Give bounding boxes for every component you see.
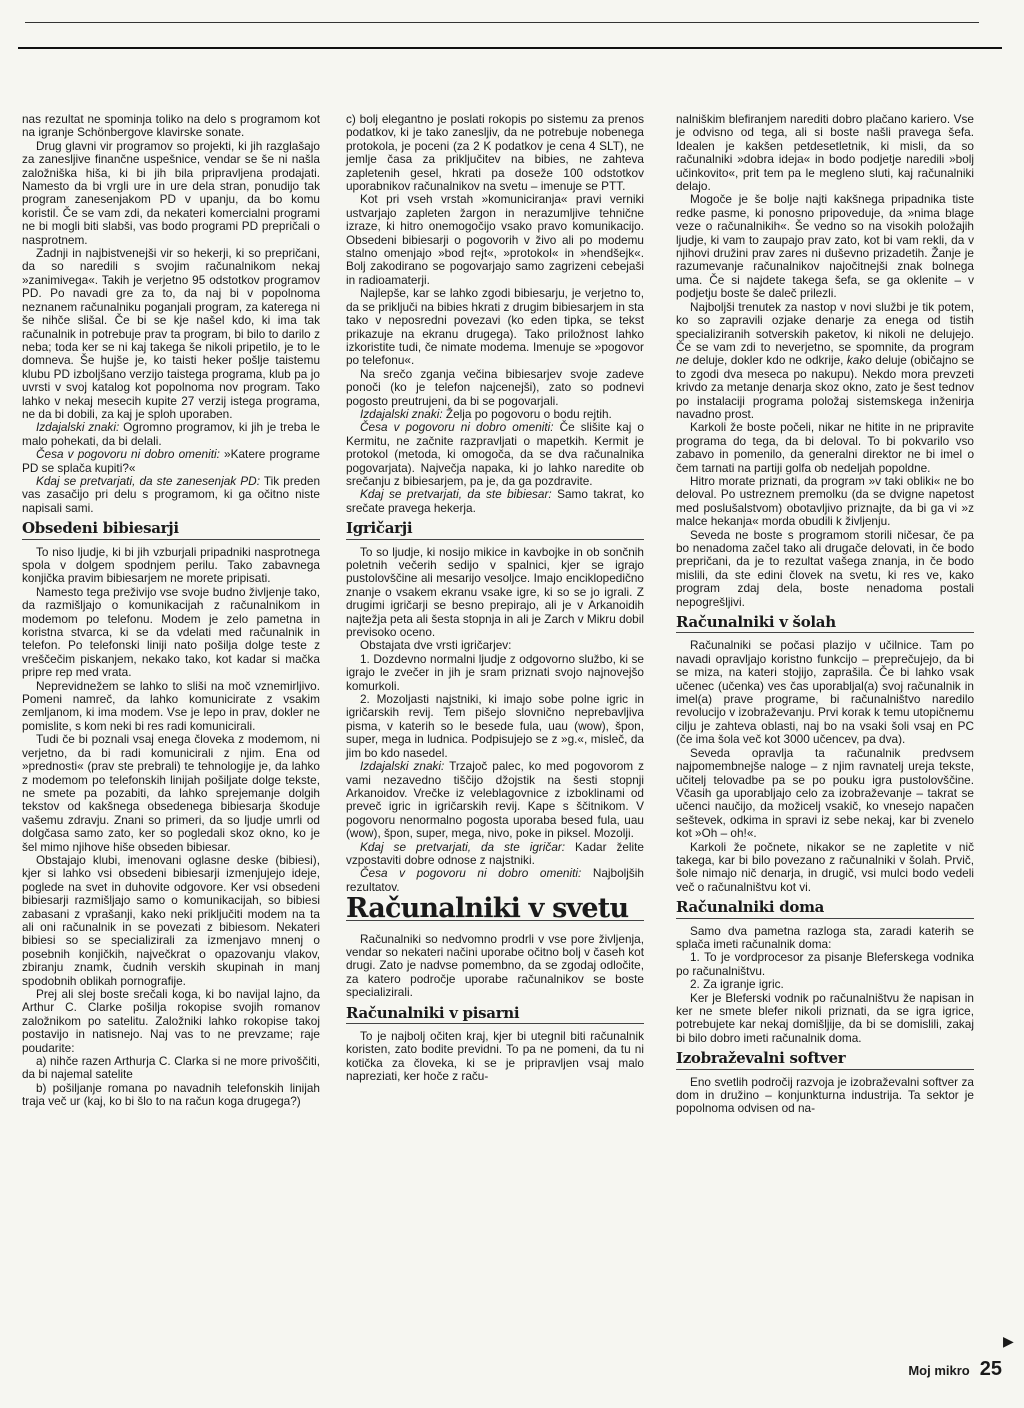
paragraph: Izdajalski znaki: Ogromno programov, ki jih je treba le malo pohekati, da bi delali. xyxy=(22,420,320,448)
paragraph: Česa v pogovoru ni dobro omeniti: Najboljših rezultatov. xyxy=(346,866,644,894)
paragraph: c) bolj elegantno je poslati rokopis po sistemu za prenos podatkov, ki je tako zanesljiv, da ne potrebuje nobenega protokola, je poceni (za 2 K podatkov je cena 4 SLT), ne jemlje časa za priključitev na bibies, ne zahteva zapletenih gesel, hkrati pa doseže 100 odstotkov uporabnikov računalnikov na svetu – imenuje se PTT. xyxy=(346,112,644,194)
paragraph: Prej ali slej boste srečali koga, ki bo navijal lajno, da Arthur C. Clarke pošilja rokopise svojih romanov založnikom po satelitu. Založniki lahko rokopise takoj postavijo in natisnejo. Naj vas to ne prevzame; raje poudarite: xyxy=(22,987,320,1055)
paragraph: Seveda ne boste s programom storili ničesar, če pa bo nenadoma začel tako ali drugače delovati, in če bodo prepričani, da je to rezultat vašega znanja, in če bodo mislili, da ste edini človek na svetu, ki res ve, kako program zdaj dela, boste nenadoma postali nepogrešljivi. xyxy=(676,527,974,609)
paragraph: Česa v pogovoru ni dobro omeniti: »Katere programe PD se splača kupiti?« xyxy=(22,447,320,475)
page-footer xyxy=(908,1358,1002,1381)
column-1 xyxy=(22,113,320,1109)
paragraph: Računalniki se počasi plazijo v učilnice. Tam po navadi opravljajo koristno funkcijo – preprečujejo, da bi se miza, na kateri stojijo, zaprašila. Če bi lahko vsak učenec (učenka) ves čas uporabljal(a) svoj računalnik in imel(a) prave programe, bi računalništvo naredilo revolucijo v izobraževanju. Prvi korak k temu utopičnemu cilju je zahteva oblasti, naj bo na vsaki šoli vsaj en PC (če ima šola več kot 3000 učencev, pa dva). xyxy=(676,638,974,747)
paragraph: Seveda opravlja ta računalnik predvsem najpomembnejše naloge – z njim ravnatelj ureja tekste, učitelj telovadbe pa se po pouku igra pustolovščine. Včasih ga uporabljajo celo za izobraževanje – takrat se učenci naučijo, da možicelj vsakič, ko vnesejo napačen seštevek, odkima in spravi iz sebe nekaj, kar bi zvenelo kot »Oh – oh!«. xyxy=(676,745,974,841)
paragraph: Ker je Bleferski vodnik po računalništvu že napisan in ker ne smete blefer nikoli priznati, da se igra igrice, potrebujete kar nekaj domišljije, da bi se domislili, zakaj bi bilo dobro imeti računalnik doma. xyxy=(676,990,974,1045)
paragraph: Izdajalski znaki: Želja po pogovoru o bodu rejtih. xyxy=(360,406,612,421)
paragraph: Mogoče je še bolje najti kakšnega pripadnika tiste redke pasme, ki ponosno pripoveduje, da »nima blage veze o računalnikih«. Še vedno so na visokih položajih ljudje, ki vam to zaupajo prav zato, kot bi vam rekli, da v njihovi družini prav zares ni duševno prizadetih. Žanje je razumevanje računalnikov najočitnejši znak bolnega uma. Če si najdete takega šefa, se ga oklenite – v podjetju boste še daleč prilezli. xyxy=(676,192,974,301)
paragraph: Samo dva pametna razloga sta, zaradi katerih se splača imeti računalnik doma: xyxy=(676,923,974,951)
paragraph: Neprevidnežem se lahko to sliši na moč vznemirljivo. Pomeni namreč, da lahko komunicirate z vsakim zemljanom, ki ima modem. Vse je lepo in prav, dokler ne pomislite, s kom neki bi res radi komunicirali. xyxy=(22,678,320,733)
paragraph: Najlepše, kar se lahko zgodi bibiesarju, je verjetno to, da se priključi na bibies hkrati z drugim bibiesarjem in sta tako v neposredni povezavi (ko eden tipka, se tekst prikazuje na ekranu drugega). Tako priložnost lahko izkoristite tudi, če nimate modema. Imenuje se »pogovor po telefonu«. xyxy=(346,286,644,368)
heading-igricarji: Igričarji xyxy=(346,522,644,539)
paragraph: b) pošiljanje romana po navadnih telefonskih linijah traja več ur (kaj, ko bi šlo to na račun koga drugega?) xyxy=(22,1080,320,1109)
paragraph: To niso ljudje, ki bi jih vzburjali pripadniki nasprotnega spola v dolgem spodnjem perilu. Tako zabavnega konjička pravim bibiesarjem ne morete pripisati. xyxy=(22,544,320,586)
paragraph: Namesto tega preživijo vse svoje budno življenje tako, da razmišljajo o komunikacijah z računalnikom in modemom po telefonu. Modem je zelo pametna in koristna stvarca, ki se da vdelati med računalnik in telefon. Po telefonski liniji nato pošilja dolge teste z vreščečim piskanjem, nekako tako, kot kadar si mačka pripre rep med vrata. xyxy=(22,584,320,680)
paragraph: To je najbolj očiten kraj, kjer bi utegnil biti računalnik koristen, zato bodite previdni. To pa ne pomeni, da tu ni kotička za človeka, ki se je pripravljen vsaj malo napreziati, ker hoče z raču- xyxy=(346,1029,644,1084)
paragraph: Obstajajo klubi, imenovani oglasne deske (bibiesi), kjer si lahko vsi obsedeni bibiesarji izmenjujejo ideje, poglede na svet in duhovite odgovore. Ker vsi obsedeni bibiesarji razmišljajo samo o komunikacijah, so bibiesi zabasani z vprašanji, kako neki priključiti modem na ta ali oni računalnik in se povezati z bibiesom. Nekateri bibiesi so se specializirali za izmenjavo mnenj o posebnih konjičkih, največkrat o opazovanju vlakov, zbiranju znamk, čudnih verskih skupinah in manj spodobnih oblikah pornografije. xyxy=(22,852,320,988)
paragraph: Zadnji in najbistvenejši vir so hekerji, ki so prepričani, da so naredili s svojim računalnikom nekaj »zanimivega«. Takih je verjetno 95 odstotkov programov PD. Po navadi gre za to, da naj bi v popolnoma neznanem računalniku poganjali program, za katerega ni še nihče slišal. Če bi se kje našel kdo, ki ima tak računalnik in potrebuje prav ta program, bi bilo to darilo z neba; toda ker se ni kaj takega še nikoli pripetilo, je to le domneva. Še hujše je, ko taisti heker pošlje taistemu klubu PD izboljšano verzijo taistega programa, klub pa jo uvrsti v svoj katalog kot popolnoma nov program. Tako lahko v nekaj mesecih kupite 27 verzij istega programa, ne da bi dobili, za kaj je sploh uporaben. xyxy=(22,246,320,421)
paragraph: Na srečo zganja večina bibiesarjev svoje zadeve ponoči (ko je telefon najcenejši), zato so podnevi pogosto preutrujeni, da bi se pogovarjali. xyxy=(346,366,644,408)
page-number: 25 xyxy=(979,1358,1002,1380)
heading-doma: Računalniki doma xyxy=(676,901,974,918)
paragraph: Eno svetlih področij razvoja je izobraževalni softver za dom in družino – konjunkturna industrija. Ta sektor je popolnoma odvisen od na- xyxy=(676,1074,974,1116)
paragraph: Kdaj se pretvarjati, da ste zanesenjak PD: Tik preden vas zasačijo pri delu s programom, ki ga očitno niste napisali sami. xyxy=(22,473,320,515)
magazine-name: Moj mikro xyxy=(908,1363,970,1378)
paragraph: 1. Dozdevno normalni ljudje z odgovorno službo, ki se igrajo le zvečer in jih je sram priznati svojo najnovejšo komurkoli. xyxy=(346,651,644,693)
paragraph: 2. Za igranje igric. xyxy=(690,977,784,992)
paragraph: Kdaj se pretvarjati, da ste igričar: Kadar želite vzpostaviti dobre odnose z najstniki. xyxy=(346,839,644,867)
paragraph: Karkoli že počnete, nikakor se ne zapletite v nič takega, kar bi bilo povezano z računalniki v šolah. Prvič, šole nimajo nič denarja, in drugič, vsi mulci bodo vedeli več o računalništvu kot vi. xyxy=(676,839,974,894)
paragraph: Računalniki so nedvomno prodrli v vse pore življenja, vendar so nekateri načini uporabe očitno bolj v časeh kot drugi. Zato je nadvse pomembno, da se zgodaj odločite, za katero področje uporabe računalnikov se boste specializirali. xyxy=(346,931,644,1000)
paragraph: Karkoli že boste počeli, nikar ne hitite in ne pripravite programa do tega, da bi deloval. To bi pokvarilo vso zabavo in pomenilo, da generalni direktor ne bi imel o čem tarnati na partiji golfa ob nedeljah popoldne. xyxy=(676,420,974,475)
paragraph: nalniškim blefiranjem narediti dobro plačano kariero. Vse je odvisno od tega, ali si boste našli pravega šefa. Idealen je kakšen petdesetletnik, ki misli, da so računalniki »dobra ideja« in bodo podjetje naredili »bolj učinkovito«, prit tem pa le megleno sluti, kaj računalniki delajo. xyxy=(676,112,974,194)
column-3 xyxy=(676,113,974,1116)
paragraph: Drug glavni vir programov so projekti, ki jih razglašajo za zanesljive finančne uspešnice, vendar se še ni našla založniška hiša, ki bi jih bila pripravljena prodajati. Namesto da bi vrgli ure in ure dela stran, ponudijo tak program zanesenjakom PD v upanju, da bo komu koristil. Če se vam zdi, da nekateri komercialni programi ne bi mogli biti slabši, vas bodo programi PD prepričali o nasprotnem. xyxy=(22,138,320,247)
column-2 xyxy=(346,113,644,1084)
paragraph: Obstajata dve vrsti igričarjev: xyxy=(360,638,512,653)
paragraph: To so ljudje, ki nosijo mikice in kavbojke in ob sončnih poletnih večerih sedijo v spalnici, kjer se igrajo pustolovščine ali mesarijo vesoljce. Imajo enciklopedično znanje o vsakem ekranu vsake igre, ki so se jo igrali. Z drugimi igričarji se besno prepirajo, ali je v Arkanoidih najtežja peta ali šesta stopnja in ali je Zarch v Mikru dobil previsoko oceno. xyxy=(346,544,644,640)
heading-obsedeni: Obsedeni bibiesarji xyxy=(22,522,320,539)
heading-v-solah: Računalniki v šolah xyxy=(676,616,974,633)
paragraph: 2. Mozoljasti najstniki, ki imajo sobe polne igric in igričarskih revij. Tem pišejo slovnično neprebavljiva pisma, v katerih so le besede fula, uau (wow), špon, super, mega in ludnica. Podpisujejo se z »g.«, misleč, da jim bo kdo nasedel. xyxy=(346,692,644,760)
paragraph: 1. To je vordprocesor za pisanje Bleferskega vodnika po računalništvu. xyxy=(676,950,974,978)
heading-racunalniki-v-svetu: Računalniki v svetu xyxy=(346,902,644,920)
top-rule xyxy=(25,22,979,23)
paragraph: Česa v pogovoru ni dobro omeniti: Če slišite kaj o Kermitu, ne začnite razpravljati o mapetkih. Kermit je protokol (metoda, ki omogoča, da se dva računalnika pogovarjata). Največja napaka, ki jo lahko naredite ob srečanju z bibiesarjem, pa je, da ga pozdravite. xyxy=(346,420,644,488)
continue-arrow-icon: ▶ xyxy=(1003,1333,1014,1349)
paragraph: Kot pri vseh vrstah »komuniciranja« pravi verniki ustvarjajo zapleten žargon in nerazumljive tehnične izraze, ki hitro onemogočijo vsako pravo komunikacijo. Obsedeni bibiesarji o pogovorih v živo ali po modemu stalno omenjajo »bod rejt«, »protokol« in »hendšejk«. Bolj zakodirano se pogovarjajo samo zagrizeni cebejaši in radioamaterji. xyxy=(346,192,644,287)
paragraph: Kdaj se pretvarjati, da ste bibiesar: Samo takrat, ko srečate pravega hekerja. xyxy=(346,487,644,515)
paragraph: Hitro morate priznati, da program »v taki obliki« ne bo deloval. Po ustreznem premolku (da se dvigne napetost med poslušalstvom) obotavljivo priznajte, da bi ga vi »z malce hekanja« morda obudili k življenju. xyxy=(676,473,974,529)
paragraph: nas rezultat ne spominja toliko na delo s programom kot na igranje Schönbergove klavirske sonate. xyxy=(22,112,320,140)
heading-v-pisarni: Računalniki v pisarni xyxy=(346,1007,644,1024)
top-rule-thick xyxy=(18,47,1002,49)
paragraph: Najboljši trenutek za nastop v novi službi je tik potem, ko so zapravili ozjake denarje za enega od tistih specializiranih sotverskih paketov, ki nikoli ne delujejo. Če se vam zdi to neverjetno, se spomnite, da program ne deluje, dokler kdo ne odkrije, kako deluje (običajno se to zgodi dva meseca po nakupu). Nekdo mora prevzeti krivdo za metanje denarja skoz okno, zato je šest tednov po instalaciji programa položaj sistemskega inženirja navadno prost. xyxy=(676,299,974,421)
paragraph: a) nihče razen Arthurja C. Clarka si ne more privoščiti, da bi najemal satelite xyxy=(22,1054,320,1082)
paragraph: Tudi če bi poznali vsaj enega človeka z modemom, ni verjetno, da bi radi komunicirali z njim. Ena od »prednosti« (prav ste prebrali) te tehnologije je, da lahko z modemom po telefonskih linijah pošiljate dolge tekste, ne smete pa pozabiti, da lahko sprejemanje dolgih tekstov od kakšnega obsedenega bibiesarja škoduje vašemu zdravju. Znani so primeri, da so ljudje umrli od dolgčasa samo zato, ker so pogledali skoz okno, ko je šel mimo njihove hiše obseden bibiesar. xyxy=(22,732,320,854)
heading-izobrazevalni-softver: Izobraževalni softver xyxy=(676,1052,974,1069)
paragraph: Izdajalski znaki: Trzajoč palec, ko med pogovorom z vami nezavedno tiščijo džojstik na šesti stopnji Arkanoidov. Vrečke iz veleblagovnice z izboklinami od preveč igric in igričarskih revij. Kape s ščitnikom. V pogovoru nenormalno pogosta uporaba besed fula, uau (wow), špon, super, mega, nivo, poke in piksel. Mozolji. xyxy=(346,759,644,841)
